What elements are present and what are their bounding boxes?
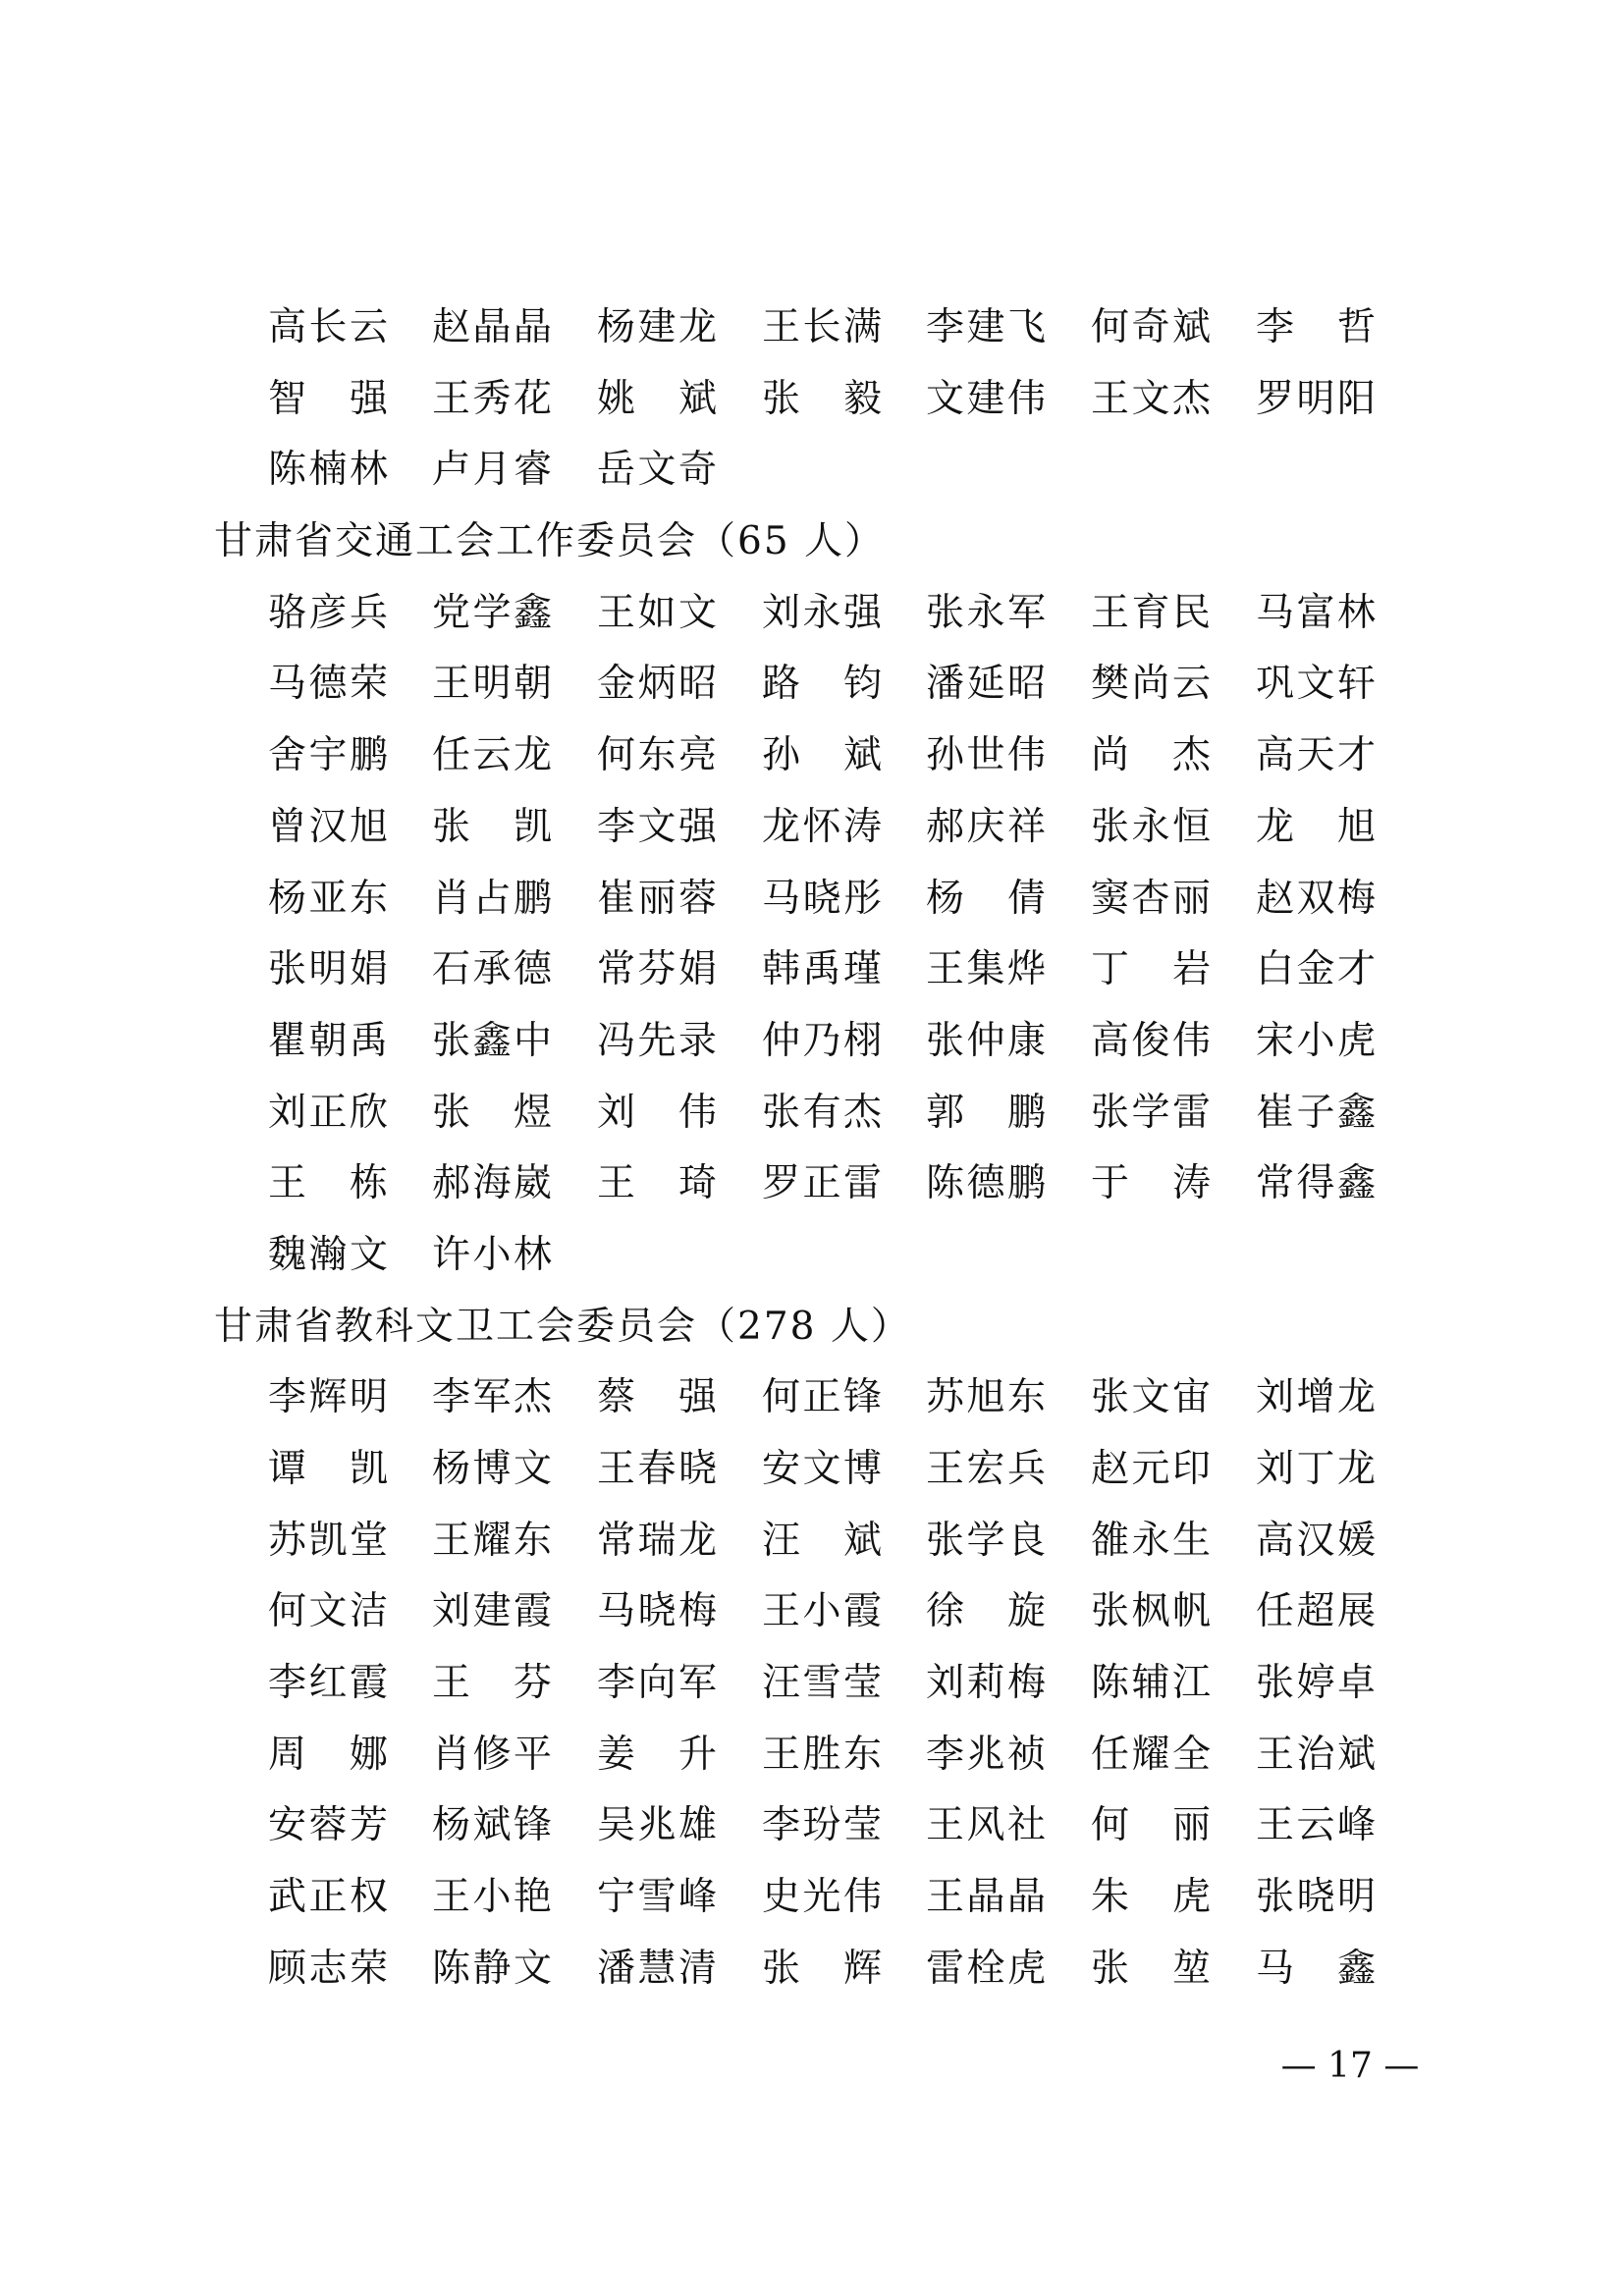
person-name: 任超展 xyxy=(1256,1589,1376,1634)
person-name: 张有杰 xyxy=(762,1090,882,1135)
person-name: 张 辉 xyxy=(762,1946,882,1991)
person-name: 韩禹瑾 xyxy=(762,947,882,992)
person-name: 史光伟 xyxy=(762,1875,882,1920)
person-name: 常芬娟 xyxy=(597,947,717,992)
person-name: 王明朝 xyxy=(432,662,552,707)
person-name: 张 凯 xyxy=(432,804,552,849)
name-row xyxy=(0,1648,1624,1720)
person-name: 李文强 xyxy=(597,804,717,849)
person-name: 高天才 xyxy=(1256,733,1376,778)
person-name: 杨亚东 xyxy=(268,876,388,921)
person-name: 马晓彤 xyxy=(762,876,882,921)
person-name: 尚 杰 xyxy=(1091,733,1211,778)
person-name: 安文博 xyxy=(762,1447,882,1491)
person-name: 任云龙 xyxy=(432,733,552,778)
person-name: 王小霞 xyxy=(762,1589,882,1634)
person-name: 何东亮 xyxy=(597,733,717,778)
person-name: 李建飞 xyxy=(926,305,1046,349)
person-name: 张晓明 xyxy=(1256,1875,1376,1920)
name-row xyxy=(0,1720,1624,1791)
person-name: 党学鑫 xyxy=(432,590,552,635)
person-name: 潘慧清 xyxy=(597,1946,717,1991)
person-name: 杨 倩 xyxy=(926,876,1046,921)
person-name: 王宏兵 xyxy=(926,1447,1046,1491)
name-row xyxy=(0,1576,1624,1648)
person-name: 马富林 xyxy=(1256,590,1376,635)
person-name: 张 毅 xyxy=(762,376,882,421)
person-name: 吴兆雄 xyxy=(597,1803,717,1848)
person-name: 苏旭东 xyxy=(926,1375,1046,1420)
person-name: 汪 斌 xyxy=(762,1518,882,1563)
person-name: 张明娟 xyxy=(268,947,388,992)
person-name: 高俊伟 xyxy=(1091,1018,1211,1063)
person-name: 王胜东 xyxy=(762,1732,882,1777)
name-row xyxy=(0,649,1624,721)
person-name: 罗正雷 xyxy=(762,1161,882,1206)
person-name: 郝庆祥 xyxy=(926,804,1046,849)
person-name: 王集烨 xyxy=(926,947,1046,992)
person-name: 李辉明 xyxy=(268,1375,388,1420)
name-row xyxy=(0,792,1624,864)
person-name: 肖修平 xyxy=(432,1732,552,1777)
person-name: 王 芬 xyxy=(432,1661,552,1706)
person-name: 周 娜 xyxy=(268,1732,388,1777)
person-name: 何正锋 xyxy=(762,1375,882,1420)
person-name: 刘丁龙 xyxy=(1256,1447,1376,1491)
person-name: 白金才 xyxy=(1256,947,1376,992)
person-name: 马德荣 xyxy=(268,662,388,707)
name-row xyxy=(0,1790,1624,1862)
person-name: 徐 旋 xyxy=(926,1589,1046,1634)
person-name: 任耀全 xyxy=(1091,1732,1211,1777)
person-name: 陈辅江 xyxy=(1091,1661,1211,1706)
person-name: 马 鑫 xyxy=(1256,1946,1376,1991)
person-name: 赵晶晶 xyxy=(432,305,552,349)
person-name: 樊尚云 xyxy=(1091,662,1211,707)
person-name: 龙 旭 xyxy=(1256,804,1376,849)
person-name: 金炳昭 xyxy=(597,662,717,707)
person-name: 刘永强 xyxy=(762,590,882,635)
person-name: 张仲康 xyxy=(926,1018,1046,1063)
person-name: 张枫帆 xyxy=(1091,1589,1211,1634)
person-name: 肖占鹏 xyxy=(432,876,552,921)
person-name: 杨建龙 xyxy=(597,305,717,349)
person-name: 张 堃 xyxy=(1091,1946,1211,1991)
person-name: 朱 虎 xyxy=(1091,1875,1211,1920)
person-name: 巩文轩 xyxy=(1256,662,1376,707)
person-name: 何奇斌 xyxy=(1091,305,1211,349)
person-name: 顾志荣 xyxy=(268,1946,388,1991)
person-name: 王春晓 xyxy=(597,1447,717,1491)
name-row xyxy=(0,1148,1624,1220)
person-name: 魏瀚文 xyxy=(268,1232,388,1277)
person-name: 冯先录 xyxy=(597,1018,717,1063)
person-name: 张文宙 xyxy=(1091,1375,1211,1420)
person-name: 窦杏丽 xyxy=(1091,876,1211,921)
person-name: 王文杰 xyxy=(1091,376,1211,421)
person-name: 苏凯堂 xyxy=(268,1518,388,1563)
page-number: — 17 — xyxy=(1280,2046,1420,2086)
name-row xyxy=(0,293,1624,364)
person-name: 陈静文 xyxy=(432,1946,552,1991)
name-row xyxy=(0,1220,1624,1292)
person-name: 王云峰 xyxy=(1256,1803,1376,1848)
person-name: 孙 斌 xyxy=(762,733,882,778)
name-row xyxy=(0,934,1624,1006)
person-name: 于 涛 xyxy=(1091,1161,1211,1206)
person-name: 武正权 xyxy=(268,1875,388,1920)
person-name: 赵元印 xyxy=(1091,1447,1211,1491)
person-name: 曾汉旭 xyxy=(268,804,388,849)
name-row xyxy=(0,1078,1624,1149)
person-name: 陈德鹏 xyxy=(926,1161,1046,1206)
person-name: 王 琦 xyxy=(597,1161,717,1206)
name-row xyxy=(0,721,1624,792)
name-row xyxy=(0,1506,1624,1577)
person-name: 李军杰 xyxy=(432,1375,552,1420)
person-name: 马晓梅 xyxy=(597,1589,717,1634)
person-name: 雒永生 xyxy=(1091,1518,1211,1563)
person-name: 郝海崴 xyxy=(432,1161,552,1206)
person-name: 高长云 xyxy=(268,305,388,349)
person-name: 常瑞龙 xyxy=(597,1518,717,1563)
person-name: 崔子鑫 xyxy=(1256,1090,1376,1135)
person-name: 蔡 强 xyxy=(597,1375,717,1420)
name-row xyxy=(0,864,1624,935)
person-name: 岳文奇 xyxy=(597,448,717,493)
person-name: 李 哲 xyxy=(1256,305,1376,349)
person-name: 雷栓虎 xyxy=(926,1946,1046,1991)
person-name: 高汉媛 xyxy=(1256,1518,1376,1563)
section-heading: 甘肃省交通工会工作委员会（65 人） xyxy=(214,519,886,564)
section-heading: 甘肃省教科文卫工会委员会（278 人） xyxy=(214,1304,911,1349)
person-name: 张鑫中 xyxy=(432,1018,552,1063)
name-row xyxy=(0,1362,1624,1434)
person-name: 仲乃栩 xyxy=(762,1018,882,1063)
person-name: 丁 岩 xyxy=(1091,947,1211,992)
person-name: 刘建霞 xyxy=(432,1589,552,1634)
person-name: 杨博文 xyxy=(432,1447,552,1491)
person-name: 安蓉芳 xyxy=(268,1803,388,1848)
person-name: 李向军 xyxy=(597,1661,717,1706)
person-name: 王育民 xyxy=(1091,590,1211,635)
person-name: 张 煜 xyxy=(432,1090,552,1135)
person-name: 王风社 xyxy=(926,1803,1046,1848)
name-row xyxy=(0,364,1624,436)
person-name: 王晶晶 xyxy=(926,1875,1046,1920)
person-name: 张永恒 xyxy=(1091,804,1211,849)
person-name: 王 栋 xyxy=(268,1161,388,1206)
person-name: 崔丽蓉 xyxy=(597,876,717,921)
name-row xyxy=(0,435,1624,507)
person-name: 姜 升 xyxy=(597,1732,717,1777)
person-name: 王耀东 xyxy=(432,1518,552,1563)
person-name: 王小艳 xyxy=(432,1875,552,1920)
person-name: 姚 斌 xyxy=(597,376,717,421)
person-name: 赵双梅 xyxy=(1256,876,1376,921)
person-name: 孙世伟 xyxy=(926,733,1046,778)
person-name: 李兆祯 xyxy=(926,1732,1046,1777)
person-name: 王如文 xyxy=(597,590,717,635)
person-name: 张婷卓 xyxy=(1256,1661,1376,1706)
person-name: 常得鑫 xyxy=(1256,1161,1376,1206)
person-name: 汪雪莹 xyxy=(762,1661,882,1706)
person-name: 石承德 xyxy=(432,947,552,992)
person-name: 何文洁 xyxy=(268,1589,388,1634)
person-name: 龙怀涛 xyxy=(762,804,882,849)
person-name: 文建伟 xyxy=(926,376,1046,421)
person-name: 何 丽 xyxy=(1091,1803,1211,1848)
name-row xyxy=(0,1862,1624,1934)
person-name: 张学雷 xyxy=(1091,1090,1211,1135)
person-name: 陈楠林 xyxy=(268,448,388,493)
person-name: 刘莉梅 xyxy=(926,1661,1046,1706)
person-name: 李玢莹 xyxy=(762,1803,882,1848)
person-name: 杨斌锋 xyxy=(432,1803,552,1848)
person-name: 王秀花 xyxy=(432,376,552,421)
person-name: 宁雪峰 xyxy=(597,1875,717,1920)
person-name: 瞿朝禹 xyxy=(268,1018,388,1063)
person-name: 骆彦兵 xyxy=(268,590,388,635)
name-row xyxy=(0,578,1624,650)
person-name: 刘 伟 xyxy=(597,1090,717,1135)
person-name: 刘正欣 xyxy=(268,1090,388,1135)
person-name: 谭 凯 xyxy=(268,1447,388,1491)
person-name: 许小林 xyxy=(432,1232,552,1277)
name-list xyxy=(0,293,1624,2005)
person-name: 宋小虎 xyxy=(1256,1018,1376,1063)
person-name: 卢月睿 xyxy=(432,448,552,493)
person-name: 李红霞 xyxy=(268,1661,388,1706)
person-name: 智 强 xyxy=(268,376,388,421)
name-row xyxy=(0,1006,1624,1078)
person-name: 张永军 xyxy=(926,590,1046,635)
person-name: 罗明阳 xyxy=(1256,376,1376,421)
name-row xyxy=(0,1434,1624,1506)
person-name: 王长满 xyxy=(762,305,882,349)
person-name: 郭 鹏 xyxy=(926,1090,1046,1135)
person-name: 路 钧 xyxy=(762,662,882,707)
person-name: 王治斌 xyxy=(1256,1732,1376,1777)
person-name: 张学良 xyxy=(926,1518,1046,1563)
name-row xyxy=(0,1934,1624,2005)
person-name: 刘增龙 xyxy=(1256,1375,1376,1420)
person-name: 舍宇鹏 xyxy=(268,733,388,778)
person-name: 潘延昭 xyxy=(926,662,1046,707)
